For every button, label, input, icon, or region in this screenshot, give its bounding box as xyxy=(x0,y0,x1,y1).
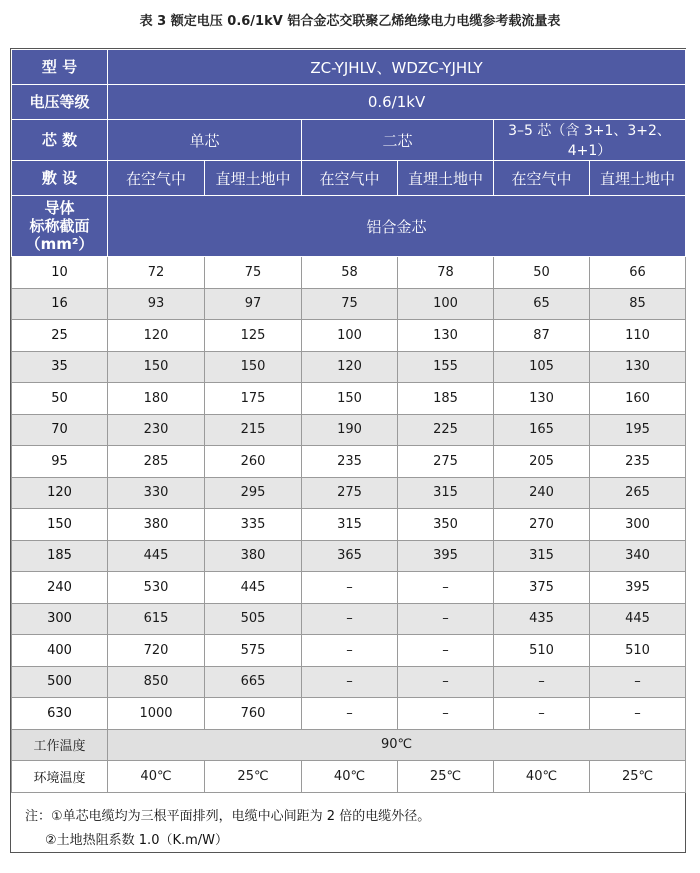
laying-buried: 直埋土地中 xyxy=(205,161,302,196)
voltage-label: 电压等级 xyxy=(12,85,108,120)
ambient-temp-label: 环境温度 xyxy=(12,761,108,793)
ampacity-cell: 395 xyxy=(398,540,494,572)
cross-section-cell: 300 xyxy=(12,603,108,635)
ambient-temp-value: 40℃ xyxy=(494,761,590,793)
ampacity-cell: 93 xyxy=(108,288,205,320)
table-row xyxy=(12,603,686,635)
ampacity-cell: 75 xyxy=(302,288,398,320)
cross-section-cell: 25 xyxy=(12,320,108,352)
ampacity-cell: 225 xyxy=(398,414,494,446)
ampacity-cell: 380 xyxy=(205,540,302,572)
ampacity-cell: 72 xyxy=(108,257,205,289)
ampacity-cell: 75 xyxy=(205,257,302,289)
ampacity-cell: 185 xyxy=(398,383,494,415)
cores-row xyxy=(12,120,686,161)
ampacity-cell: 335 xyxy=(205,509,302,541)
ampacity-cell: 165 xyxy=(494,414,590,446)
conductor-row xyxy=(12,196,686,257)
ampacity-cell: 340 xyxy=(590,540,686,572)
ambient-temp-value: 40℃ xyxy=(302,761,398,793)
cross-section-cell: 185 xyxy=(12,540,108,572)
ampacity-cell: 395 xyxy=(590,572,686,604)
table-row xyxy=(12,540,686,572)
ampacity-cell: 510 xyxy=(590,635,686,667)
ampacity-cell: 315 xyxy=(398,477,494,509)
ampacity-cell: 215 xyxy=(205,414,302,446)
working-temp-row xyxy=(12,729,686,761)
ambient-temp-value: 25℃ xyxy=(398,761,494,793)
ampacity-cell: 125 xyxy=(205,320,302,352)
ampacity-cell: 295 xyxy=(205,477,302,509)
table-row xyxy=(12,572,686,604)
ampacity-cell: 120 xyxy=(302,351,398,383)
cross-section-cell: 120 xyxy=(12,477,108,509)
ampacity-cell: 260 xyxy=(205,446,302,478)
table-row xyxy=(12,383,686,415)
cores-label: 芯 数 xyxy=(12,120,108,161)
ampacity-cell: – xyxy=(590,698,686,730)
ampacity-cell: 375 xyxy=(494,572,590,604)
table-title: 表 3 额定电压 0.6/1kV 铝合金芯交联聚乙烯绝缘电力电缆参考载流量表 xyxy=(139,14,561,29)
ampacity-cell: 850 xyxy=(108,666,205,698)
cores-two: 二芯 xyxy=(302,120,494,161)
ampacity-cell: 445 xyxy=(108,540,205,572)
ampacity-cell: 78 xyxy=(398,257,494,289)
ampacity-cell: 615 xyxy=(108,603,205,635)
table-row xyxy=(12,698,686,730)
ampacity-cell: 235 xyxy=(590,446,686,478)
ampacity-cell: 240 xyxy=(494,477,590,509)
ampacity-cell: 285 xyxy=(108,446,205,478)
ampacity-cell: 510 xyxy=(494,635,590,667)
cross-section-cell: 10 xyxy=(12,257,108,289)
ampacity-cell: – xyxy=(302,572,398,604)
conductor-value: 铝合金芯 xyxy=(108,196,686,257)
ampacity-cell: 205 xyxy=(494,446,590,478)
ampacity-cell: 300 xyxy=(590,509,686,541)
ampacity-cell: – xyxy=(302,603,398,635)
ampacity-cell: 265 xyxy=(590,477,686,509)
table-row xyxy=(12,351,686,383)
laying-buried: 直埋土地中 xyxy=(590,161,686,196)
table-row xyxy=(12,635,686,667)
ampacity-cell: – xyxy=(398,572,494,604)
ampacity-cell: 105 xyxy=(494,351,590,383)
ampacity-cell: 720 xyxy=(108,635,205,667)
table-row xyxy=(12,414,686,446)
ampacity-cell: 120 xyxy=(108,320,205,352)
ampacity-cell: 315 xyxy=(494,540,590,572)
ampacity-cell: 190 xyxy=(302,414,398,446)
cross-section-cell: 500 xyxy=(12,666,108,698)
ampacity-cell: 58 xyxy=(302,257,398,289)
ampacity-cell: 665 xyxy=(205,666,302,698)
cores-single: 单芯 xyxy=(108,120,302,161)
table-row xyxy=(12,446,686,478)
note-line-1: 注：①单芯电缆均为三根平面排列，电缆中心间距为 2 倍的电缆外径。 xyxy=(25,808,431,824)
cross-section-cell: 150 xyxy=(12,509,108,541)
ampacity-cell: 110 xyxy=(590,320,686,352)
ambient-temp-row xyxy=(12,761,686,793)
ampacity-cell: – xyxy=(302,698,398,730)
ampacity-cell: – xyxy=(494,698,590,730)
ampacity-cell: – xyxy=(398,635,494,667)
ampacity-cell: 100 xyxy=(302,320,398,352)
cross-section-cell: 400 xyxy=(12,635,108,667)
table-row xyxy=(12,509,686,541)
ampacity-cell: 150 xyxy=(205,351,302,383)
ampacity-cell: 505 xyxy=(205,603,302,635)
ampacity-cell: 270 xyxy=(494,509,590,541)
ampacity-cell: – xyxy=(302,666,398,698)
cores-multi: 3–5 芯（含 3+1、3+2、4+1） xyxy=(494,120,686,161)
conductor-label: 导体 标称截面 （mm²） xyxy=(12,196,108,257)
cross-section-cell: 95 xyxy=(12,446,108,478)
ampacity-cell: 100 xyxy=(398,288,494,320)
ampacity-cell: 350 xyxy=(398,509,494,541)
ambient-temp-value: 25℃ xyxy=(590,761,686,793)
ampacity-cell: 130 xyxy=(494,383,590,415)
table-row xyxy=(12,477,686,509)
note-line-2: ②土地热阻系数 1.0（K.m/W） xyxy=(45,832,229,848)
table-row xyxy=(12,257,686,289)
ampacity-cell: 175 xyxy=(205,383,302,415)
ampacity-cell: 85 xyxy=(590,288,686,320)
ampacity-cell: 445 xyxy=(590,603,686,635)
ampacity-cell: – xyxy=(302,635,398,667)
ampacity-cell: 575 xyxy=(205,635,302,667)
cross-section-cell: 16 xyxy=(12,288,108,320)
table-row xyxy=(12,666,686,698)
ampacity-cell: 130 xyxy=(398,320,494,352)
ampacity-cell: 1000 xyxy=(108,698,205,730)
laying-label: 敷 设 xyxy=(12,161,108,196)
ampacity-cell: – xyxy=(494,666,590,698)
table-frame xyxy=(10,48,686,853)
table-row xyxy=(12,320,686,352)
ambient-temp-value: 40℃ xyxy=(108,761,205,793)
cross-section-cell: 35 xyxy=(12,351,108,383)
voltage-row xyxy=(12,85,686,120)
ampacity-cell: 160 xyxy=(590,383,686,415)
cross-section-cell: 630 xyxy=(12,698,108,730)
voltage-value: 0.6/1kV xyxy=(108,85,686,120)
ampacity-cell: 445 xyxy=(205,572,302,604)
ampacity-cell: 435 xyxy=(494,603,590,635)
ampacity-cell: 275 xyxy=(302,477,398,509)
ampacity-cell: 150 xyxy=(302,383,398,415)
ampacity-cell: 315 xyxy=(302,509,398,541)
ampacity-cell: 275 xyxy=(398,446,494,478)
ampacity-cell: 365 xyxy=(302,540,398,572)
ampacity-cell: – xyxy=(398,603,494,635)
laying-row xyxy=(12,161,686,196)
laying-buried: 直埋土地中 xyxy=(398,161,494,196)
ampacity-cell: 380 xyxy=(108,509,205,541)
working-temp-label: 工作温度 xyxy=(12,729,108,761)
laying-air: 在空气中 xyxy=(302,161,398,196)
ambient-temp-value: 25℃ xyxy=(205,761,302,793)
ampacity-cell: 97 xyxy=(205,288,302,320)
ampacity-cell: 150 xyxy=(108,351,205,383)
notes xyxy=(11,793,685,853)
ampacity-table xyxy=(11,49,686,793)
ampacity-cell: 195 xyxy=(590,414,686,446)
table-row xyxy=(12,288,686,320)
cross-section-cell: 70 xyxy=(12,414,108,446)
ampacity-cell: 65 xyxy=(494,288,590,320)
ampacity-cell: – xyxy=(398,666,494,698)
ampacity-cell: 180 xyxy=(108,383,205,415)
cross-section-cell: 50 xyxy=(12,383,108,415)
ampacity-cell: 155 xyxy=(398,351,494,383)
ampacity-cell: 530 xyxy=(108,572,205,604)
laying-air: 在空气中 xyxy=(108,161,205,196)
ampacity-cell: – xyxy=(590,666,686,698)
ampacity-cell: 230 xyxy=(108,414,205,446)
ampacity-cell: 235 xyxy=(302,446,398,478)
ampacity-cell: 330 xyxy=(108,477,205,509)
ampacity-cell: 50 xyxy=(494,257,590,289)
laying-air: 在空气中 xyxy=(494,161,590,196)
cross-section-cell: 240 xyxy=(12,572,108,604)
model-value: ZC-YJHLV、WDZC-YJHLY xyxy=(108,50,686,85)
model-row xyxy=(12,50,686,85)
ampacity-cell: 130 xyxy=(590,351,686,383)
ampacity-cell: 760 xyxy=(205,698,302,730)
ampacity-cell: – xyxy=(398,698,494,730)
ampacity-cell: 66 xyxy=(590,257,686,289)
working-temp-value: 90℃ xyxy=(108,729,686,761)
ampacity-cell: 87 xyxy=(494,320,590,352)
model-label: 型 号 xyxy=(12,50,108,85)
